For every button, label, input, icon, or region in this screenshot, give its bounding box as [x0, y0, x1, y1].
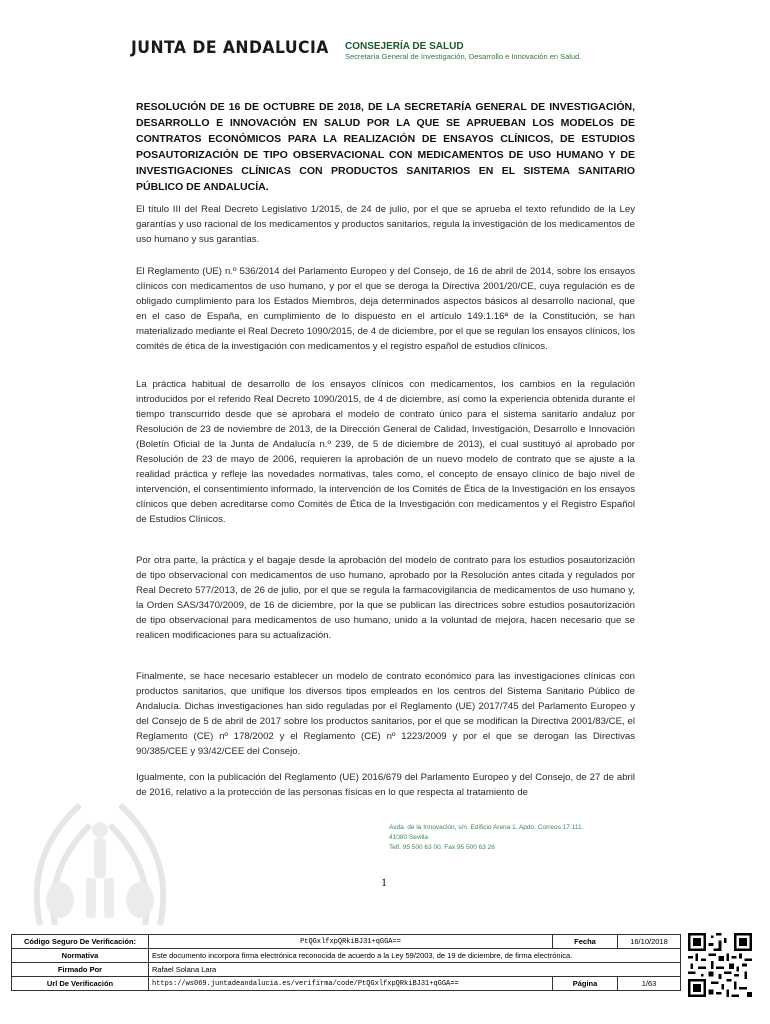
address-line: Telf. 95 500 63 00. Fax 95 500 63 26: [389, 844, 495, 851]
normativa-label: Normativa: [12, 949, 149, 963]
body-paragraph: El título III del Real Decreto Legislativo 1/2015, de 24 de julio, por el que se aprueba el texto refundido de la Ley garantías y uso racional de los medicamentos y productos sanitarios, regula la investigación de los medicamentos de uso humano y sus garantías.: [136, 204, 635, 245]
body-paragraph: Por otra parte, la práctica y el bagaje desde la aprobación del modelo de contrato para los estudios posautorización de tipo observacional con medicamentos de uso humano, aprobado por la Resolución antes citada y regulados por Real Decreto 577/2013, de 26 de julio, por el que se regula la farmacovigilancia de medicamentos de uso humano y, la Orden SAS/3470/2009, de 16 de diciembre, por la que se publican las directrices sobre estudios posautorización de tipo observacional para medicamentos de uso humano, unido a la voluntad de mejora, hacen necesario que se realicen modificaciones para su actualización.: [136, 555, 635, 641]
body-paragraph: Finalmente, se hace necesario establecer un modelo de contrato económico para las investigaciones clínicas con productos sanitarios, que unifique los diversos tipos empleados en los centros del Sistema Sanitario Público de Andalucía. Dichas investigaciones han sido reguladas por el Reglamento (UE) 2017/745 del Parlamento Europeo y del Consejo de 5 de abril de 2017 sobre los productos sanitarios, por el que se modifican la Directiva 2001/83/CE, el Reglamento (CE) nº 178/2002 y el Reglamento (CE) nº 1223/2009 y por el que se derogan las Directivas 90/385/CEE y 93/42/CEE del Consejo.: [136, 671, 635, 757]
verification-table: [11, 934, 681, 991]
pagina-value: 1/63: [618, 977, 681, 991]
body-paragraph: La práctica habitual de desarrollo de los ensayos clínicos con medicamentos, los cambios en la regulación introducidos por el referido Real Decreto 1090/2015, de 4 de diciembre, así como la experiencia obtenida durante el tiempo transcurrido desde que se aprobara el modelo de contrato único para el sistema sanitario andaluz por Resolución de 23 de noviembre de 2013, de la Dirección General de Calidad, Investigación, Desarrollo e Innovación (Boletín Oficial de la Junta de Andalucía n.º 239, de 5 de diciembre de 2013), el cual sustituyó al aprobado por Resolución de 23 de mayo de 2006, requieren la aprobación de un nuevo modelo de contrato que se ajuste a la realidad práctica y refleje las novedades normativas, tales como, el concepto de ensayo clínico de bajo nivel de intervención, el consentimiento informado, la intervención de los Comités de Ética de la Investigación en los ensayos clínicos que deben acreditarse como Comités de Ética de la Investigación con medicamentos y el Registro Español de Estudios Clínicos.: [136, 379, 635, 525]
firmado-value: Rafael Solana Lara: [149, 963, 681, 977]
firmado-label: Firmado Por: [12, 963, 149, 977]
verification-url-link[interactable]: https://ws069.juntadeandalucia.es/verifirma/code/PtQGxlfxpQRkiBJ31+qGGA==: [149, 977, 553, 991]
normativa-value: Este documento incorpora firma electrónica reconocida de acuerdo a la Ley 59/2003, de 19 de diciembre, de firma electrónica.: [149, 949, 681, 963]
secretaria-subheading: Secretaría General de Investigación, Desarrollo e Innovación en Salud.: [345, 52, 582, 61]
codigo-label: Código Seguro De Verificación:: [12, 935, 149, 949]
table-row: [12, 949, 681, 963]
table-row: [12, 977, 681, 991]
fecha-value: 16/10/2018: [618, 935, 681, 949]
address-block: [389, 823, 583, 853]
document-title: RESOLUCIÓN DE 16 DE OCTUBRE DE 2018, DE LA SECRETARÍA GENERAL DE INVESTIGACIÓN, DESARROLLO E INNOVACIÓN EN SALUD POR LA QUE SE APRUEBAN LOS MODELOS DE CONTRATOS ECONÓMICOS PARA LA REALIZACIÓN DE ENSAYOS CLÍNICOS, DE ESTUDIOS POSAUTORIZACIÓN DE TIPO OBSERVACIONAL CON MEDICAMENTOS DE USO HUMANO Y DE INVESTIGACIONES CLÍNICAS CON PRODUCTOS SANITARIOS EN EL SISTEMA SANITARIO PÚBLICO DE ANDALUCÍA.: [136, 101, 635, 193]
address-line: 41080 Sevilla: [389, 834, 429, 841]
body-paragraph: Igualmente, con la publicación del Reglamento (UE) 2016/679 del Parlamento Europeo y del Consejo, de 27 de abril de 2016, relativo a la protección de las personas físicas en lo que respecta al tratamiento de: [136, 772, 635, 798]
table-row: [12, 963, 681, 977]
url-label: Url De Verificación: [12, 977, 149, 991]
pagina-label: Página: [553, 977, 618, 991]
page-number: 1: [381, 875, 387, 889]
consejeria-heading: CONSEJERÍA DE SALUD: [345, 41, 464, 52]
junta-de-andalucia-logo: JUNTA DE ANDALUCIA: [131, 38, 329, 58]
fecha-label: Fecha: [553, 935, 618, 949]
qr-code-icon: [688, 933, 752, 997]
address-line: Avda. de la Innovación, s/n. Edificio Arena 1. Apdo. Correos 17.111.: [389, 824, 584, 831]
codigo-value: PtQGxlfxpQRkiBJ31+qGGA==: [149, 935, 553, 949]
andalucia-emblem-watermark: [20, 775, 180, 935]
table-row: [12, 935, 681, 949]
body-paragraph: El Reglamento (UE) n.º 536/2014 del Parlamento Europeo y del Consejo, de 16 de abril de 2014, sobre los ensayos clínicos con medicamentos de uso humano, y por el que se deroga la Directiva 2001/20/CE, cuya regulación es de obligado cumplimiento para los Estados Miembros, deja determinados aspectos básicos al desarrollo nacional, que en el caso de España, en cumplimiento de lo dispuesto en el artículo 149.1.16ª de la Constitución, se han materializado mediante el Real Decreto 1090/2015, de 4 de diciembre, por el que se regulan los ensayos clínicos, los comités de ética de la investigación con medicamentos y el registro español de estudios clínicos.: [136, 266, 635, 352]
